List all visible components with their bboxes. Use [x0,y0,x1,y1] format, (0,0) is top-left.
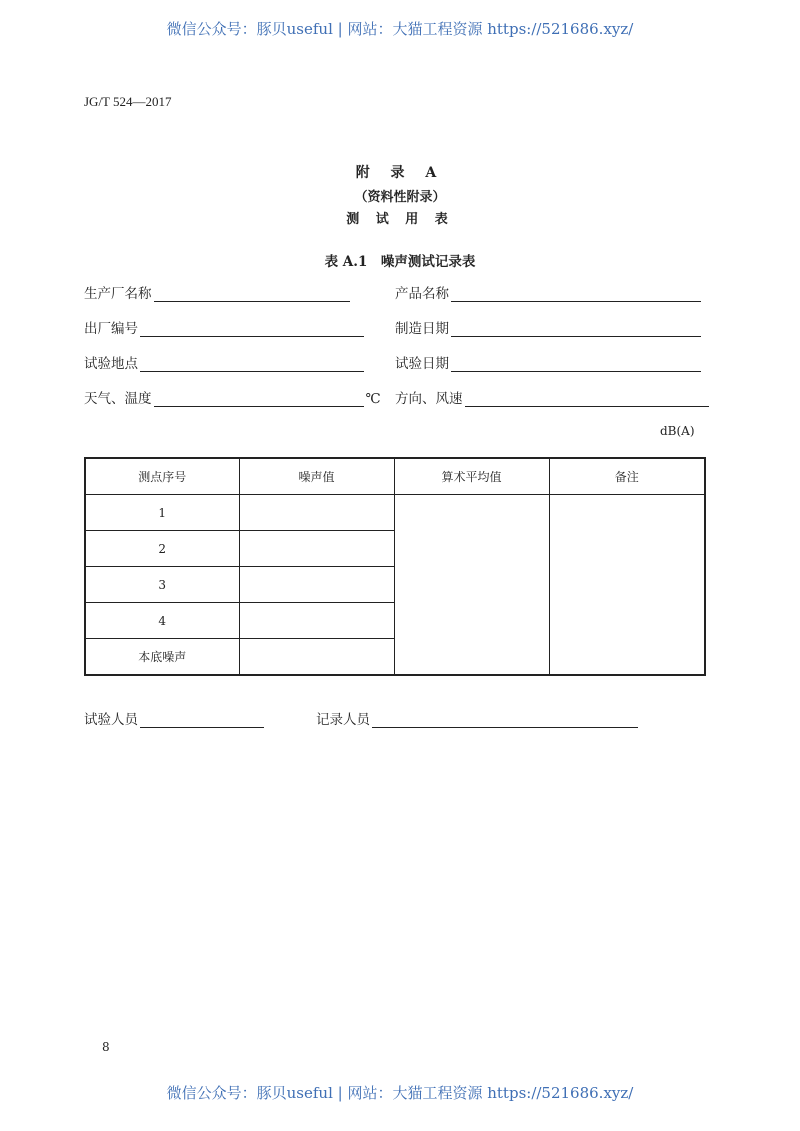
product-name-line[interactable] [451,287,701,302]
watermark-bottom: 微信公众号：豚贝useful | 网站：大猫工程资源 https://521686.xyz/ [166,1084,634,1102]
page-number: 8 [102,1040,110,1054]
header-noise-value: 噪声值 [239,458,394,495]
table-title: 表 A.1 噪声测试记录表 [324,254,476,270]
noise-value-cell[interactable] [239,639,394,676]
manufacture-date-field[interactable] [395,317,701,337]
manufacturer-label: 生产厂名称 [84,286,152,302]
document-id: JG/T 524—2017 [84,94,172,109]
table-row [85,495,705,531]
header-average: 算术平均值 [394,458,549,495]
row-label: 1 [85,495,239,531]
row-label: 本底噪声 [85,639,239,676]
wind-field[interactable] [395,387,709,407]
appendix-title: 附 录 A [355,165,445,181]
header-point-no: 测点序号 [85,458,239,495]
noise-value-cell[interactable] [239,531,394,567]
test-site-line[interactable] [140,357,364,372]
manufacture-date-label: 制造日期 [395,321,449,337]
tester-field[interactable] [84,708,264,728]
test-date-field[interactable] [395,352,701,372]
noise-record-table [84,457,706,676]
appendix-subtitle: （资料性附录） [354,190,446,205]
wind-line[interactable] [465,392,709,407]
watermark-top: 微信公众号：豚贝useful | 网站：大猫工程资源 https://521686.xyz/ [166,20,634,38]
header-remarks: 备注 [549,458,705,495]
tester-line[interactable] [140,713,264,728]
noise-value-cell[interactable] [239,603,394,639]
serial-no-field[interactable] [84,317,364,337]
appendix-name: 测 试 用 表 [346,212,454,227]
weather-temp-field[interactable] [84,387,381,407]
serial-no-line[interactable] [140,322,364,337]
noise-value-cell[interactable] [239,567,394,603]
row-label: 2 [85,531,239,567]
wind-label: 方向、风速 [395,391,463,407]
unit-label: dB(A) [660,424,695,438]
serial-no-label: 出厂编号 [84,321,138,337]
product-name-field[interactable] [395,282,701,302]
manufacturer-field[interactable] [84,282,350,302]
tester-label: 试验人员 [84,712,138,728]
manufacture-date-line[interactable] [451,322,701,337]
row-label: 3 [85,567,239,603]
noise-value-cell[interactable] [239,495,394,531]
test-date-line[interactable] [451,357,701,372]
test-site-field[interactable] [84,352,364,372]
test-date-label: 试验日期 [395,356,449,372]
temp-unit-label: ℃ [365,391,381,407]
product-name-label: 产品名称 [395,286,449,302]
weather-temp-line[interactable] [154,392,364,407]
average-cell[interactable] [394,495,549,676]
recorder-label: 记录人员 [316,712,370,728]
recorder-line[interactable] [372,713,638,728]
row-label: 4 [85,603,239,639]
manufacturer-line[interactable] [154,287,350,302]
remarks-cell[interactable] [549,495,705,676]
test-site-label: 试验地点 [84,356,138,372]
table-header-row [85,458,705,495]
recorder-field[interactable] [316,708,638,728]
weather-temp-label: 天气、温度 [84,391,152,407]
